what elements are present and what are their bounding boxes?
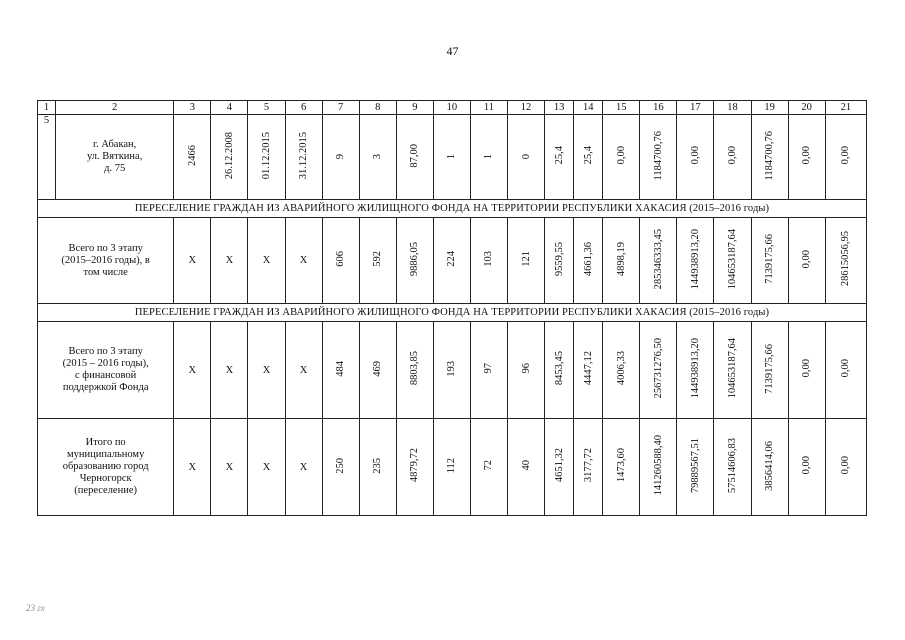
cell-value: 0,00 [801,146,813,165]
cell-value: 592 [372,251,384,267]
column-number: 8 [359,101,396,115]
label-line: муниципальному [66,449,145,460]
cell-value: 144938913,20 [689,228,701,290]
column-number: 9 [396,101,433,115]
cell-value: 1 [446,154,458,160]
cell-value: 0,00 [801,456,813,475]
value-cell [396,419,433,516]
cell-value: 4651,32 [553,448,565,483]
cell-value: 469 [372,360,384,377]
column-number: 15 [603,101,640,115]
cell-value: 1 [483,154,495,160]
value-cell [470,419,507,516]
label-line: г. Абакан, [93,139,137,150]
cell-value: 103 [483,251,495,267]
value-cell [285,218,322,304]
cell-value: 9886,05 [409,241,421,277]
row-label [38,322,174,419]
row-label [38,419,174,516]
cell-value: 484 [335,360,347,377]
value-cell [433,115,470,200]
column-number: 3 [174,101,211,115]
cell-value: 87,00 [409,143,421,168]
label-line: (переселение) [74,485,137,496]
value-cell [470,322,507,419]
cell-value: 57514606,83 [726,437,738,494]
value-cell [248,322,285,419]
section-title: ПЕРЕСЕЛЕНИЕ ГРАЖДАН ИЗ АВАРИЙНОГО ЖИЛИЩНОГО ФОНДА НА ТЕРРИТОРИИ РЕСПУБЛИКИ ХАКАСИЯ (2015–2016 годы) [38,200,867,218]
cell-value: 193 [446,360,458,377]
table-row [38,322,867,419]
value-cell [603,218,640,304]
cell-value: 112 [446,457,458,474]
label-line: (2015–2016 годы), в [61,254,150,266]
value-cell [211,322,248,419]
cell-value: 4661,36 [582,241,594,277]
value-cell [825,218,866,304]
cell-value: 96 [520,363,532,374]
cell-value: 25,4 [553,146,565,165]
value-cell [508,218,545,304]
cell-value: 8803,85 [409,351,421,386]
cell-value: 4447,12 [582,351,594,386]
column-number: 21 [825,101,866,115]
value-cell [322,218,359,304]
value-cell [677,419,714,516]
column-number: 10 [433,101,470,115]
value-cell [174,218,211,304]
column-number: 14 [574,101,603,115]
cell-value: 144938913,20 [689,338,701,399]
value-cell [322,115,359,200]
column-number: 6 [285,101,322,115]
cell-value: 9559,55 [553,241,565,277]
cell-value: 7139175,66 [764,343,776,394]
value-cell [788,322,825,419]
value-cell [174,322,211,419]
cell-value: 121 [520,251,532,267]
cell-value: Х [299,255,308,266]
cell-value: 224 [446,251,458,267]
cell-value: Х [188,255,197,266]
value-cell [603,322,640,419]
value-cell [396,218,433,304]
column-number: 13 [545,101,574,115]
value-cell [285,419,322,516]
value-cell [508,322,545,419]
cell-value: 31.12.2015 [298,131,310,180]
value-cell [285,115,322,200]
label-line: Всего по 3 этапу [68,346,143,357]
column-number: 16 [640,101,677,115]
value-cell [714,218,751,304]
section-title: ПЕРЕСЕЛЕНИЕ ГРАЖДАН ИЗ АВАРИЙНОГО ЖИЛИЩНОГО ФОНДА НА ТЕРРИТОРИИ РЕСПУБЛИКИ ХАКАСИЯ (2015–2016 годы) [38,304,867,322]
cell-value: Х [188,461,197,473]
column-number: 1 [38,101,56,115]
cell-value: 0,00 [615,146,627,165]
cell-value: Х [299,461,308,473]
value-cell [640,218,677,304]
value-cell [677,218,714,304]
label-line: Черногорск [79,473,132,484]
value-cell [714,419,751,516]
cell-value: 3 [372,154,384,160]
cell-value: 0,00 [840,456,852,475]
column-number: 19 [751,101,788,115]
column-number: 20 [788,101,825,115]
value-cell [788,115,825,200]
value-cell [470,218,507,304]
value-cell [433,218,470,304]
column-number: 7 [322,101,359,115]
row-number: 5 [38,115,56,200]
value-cell [211,218,248,304]
value-cell [751,322,788,419]
column-number: 17 [677,101,714,115]
column-number: 12 [508,101,545,115]
column-number: 11 [470,101,507,115]
object-address [56,115,174,200]
cell-value: 0,00 [689,146,701,165]
cell-value: 104653187,64 [726,338,738,399]
table-row [38,115,867,200]
cell-value: 0,00 [840,359,852,378]
label-line: поддержкой Фонда [62,382,149,393]
value-cell [603,419,640,516]
column-number: 2 [56,101,174,115]
value-cell [825,115,866,200]
cell-value: 4006,33 [615,351,627,386]
value-cell [508,419,545,516]
value-cell [714,322,751,419]
value-cell [545,322,574,419]
cell-value: 79889567,51 [689,437,701,494]
value-cell [322,322,359,419]
cell-value: 26.12.2008 [223,131,235,180]
value-cell [285,322,322,419]
value-cell [574,419,603,516]
cell-value: 01.12.2015 [261,131,272,180]
column-number: 4 [211,101,248,115]
column-number: 18 [714,101,751,115]
cell-value: 8453,45 [553,351,565,386]
label-line: с финансовой [75,370,137,381]
cell-value: 104653187,64 [726,228,738,290]
value-cell [751,419,788,516]
label-line: том числе [83,266,128,278]
value-cell [751,218,788,304]
cell-value: 3856414,06 [764,440,776,491]
value-cell [825,419,866,516]
value-cell [359,322,396,419]
value-cell [677,115,714,200]
value-cell [751,115,788,200]
page-number: 47 [446,44,459,58]
value-cell [396,322,433,419]
label-line: д. 75 [104,163,126,174]
label-line: ул. Вяткина, [87,151,143,162]
value-cell [359,419,396,516]
cell-value: 0 [520,154,532,160]
resettlement-table [37,100,867,516]
cell-value: 2466 [186,145,198,166]
cell-value: 4898,19 [615,241,627,277]
cell-value: Х [188,364,197,376]
cell-value: 606 [335,251,347,267]
value-cell [640,322,677,419]
value-cell [248,218,285,304]
cell-value: 0,00 [726,146,738,165]
section-row [38,304,867,322]
cell-value: 0,00 [801,249,813,269]
cell-value: 7139175,66 [764,234,776,284]
cell-value: Х [225,255,234,266]
value-cell [714,115,751,200]
cell-value: 1184700,76 [764,130,776,181]
cell-value: 235 [372,457,384,474]
value-cell [211,115,248,200]
value-cell [640,115,677,200]
value-cell [545,218,574,304]
value-cell [470,115,507,200]
cell-value: 9 [335,154,347,160]
value-cell [545,419,574,516]
cell-value: 25,4 [582,146,594,165]
label-line: Всего по 3 этапу [68,242,143,254]
cell-value: Х [225,364,234,376]
cell-value: 141260588,40 [652,435,664,496]
value-cell [603,115,640,200]
cell-value: 28615056,95 [840,231,852,287]
value-cell [788,218,825,304]
cell-value: Х [299,364,308,376]
value-cell [788,419,825,516]
value-cell [322,419,359,516]
value-cell [825,322,866,419]
table-row [38,218,867,304]
value-cell [677,322,714,419]
cell-value: 0,00 [840,146,852,165]
cell-value: 97 [483,363,495,374]
cell-value: 0,00 [801,359,813,378]
cell-value: Х [262,461,271,473]
cell-value: 40 [520,460,532,471]
table-row [38,419,867,516]
cell-value: Х [225,461,234,473]
cell-value: 1473,60 [615,448,627,483]
cell-value: Х [262,364,271,376]
value-cell [248,419,285,516]
value-cell [396,115,433,200]
label-line: Итого по [85,437,126,448]
section-row [38,200,867,218]
value-cell [359,115,396,200]
cell-value: 256731276,50 [652,338,664,399]
column-number-row [38,101,867,115]
value-cell [640,419,677,516]
label-line: образованию город [62,461,149,472]
value-cell [174,115,211,200]
cell-value: 4879,72 [409,448,421,483]
footer-mark: 23 гх [26,603,45,613]
value-cell [433,322,470,419]
cell-value: 3177,72 [582,448,594,483]
value-cell [433,419,470,516]
value-cell [508,115,545,200]
value-cell [211,419,248,516]
column-number: 5 [248,101,285,115]
cell-value: 72 [483,460,495,471]
value-cell [545,115,574,200]
cell-value: 285346333,45 [652,228,664,290]
value-cell [574,218,603,304]
label-line: (2015 – 2016 годы), [62,358,149,369]
value-cell [574,322,603,419]
value-cell [174,419,211,516]
cell-value: Х [262,255,271,266]
value-cell [248,115,285,200]
cell-value: 1184700,76 [652,130,664,181]
value-cell [359,218,396,304]
row-label [38,218,174,304]
cell-value: 250 [335,457,347,474]
value-cell [574,115,603,200]
